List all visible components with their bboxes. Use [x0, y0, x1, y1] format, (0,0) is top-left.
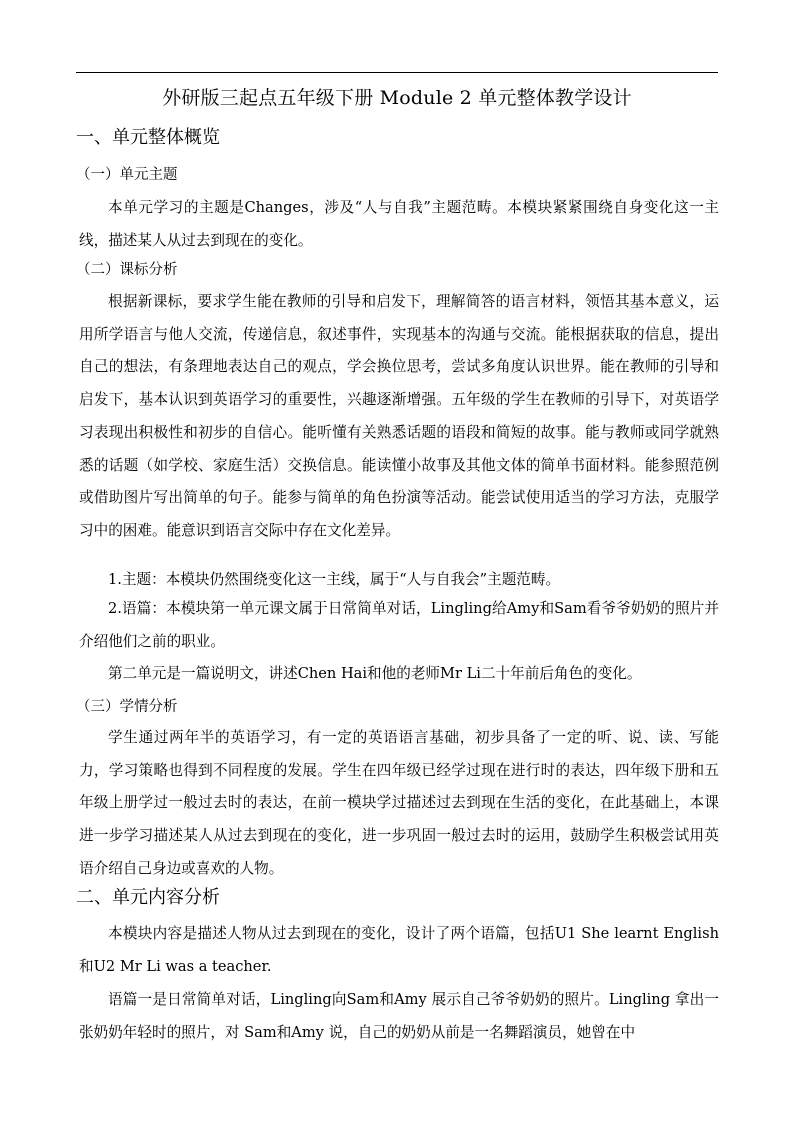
paragraph-curriculum: 根据新课标，要求学生能在教师的引导和启发下，理解简答的语言材料，领悟其基本意义，运用所学语言与他人交流，传递信息，叙述事件，实现基本的沟通与交流。能根据获取的信息，提出自己的想法，有条理地表达自己的观点，学会换位思考，尝试多角度认识世界。能在教师的引导和启发下，基本认识到英语学习的重要性，兴趣逐渐增强。五年级的学生在教师的引导下，对英语学习表现出积极性和初步的自信心。能听懂有关熟悉话题的语段和简短的故事。能与教师或同学就熟悉的话题（如学校、家庭生活）交换信息。能读懂小故事及其他文体的简单书面材料。能参照范例或借助图片写出简单的句子。能参与简单的角色扮演等活动。能尝试使用适当的学习方法，克服学习中的困难。能意识到语言交际中存在文化差异。 — [79, 293, 719, 539]
subsection-heading-theme: （一）单元主题 — [76, 167, 178, 183]
point-unit2: 第二单元是一篇说明文，讲述Chen Hai和他的老师Mr Li二十年前后角色的变化。 — [108, 665, 642, 682]
paragraph-theme: 本单元学习的主题是Changes，涉及“人与自我”主题范畴。本模块紧紧围绕自身变化这一主线，描述某人从过去到现在的变化。 — [79, 199, 719, 249]
point-texts: 2.语篇：本模块第一单元课文属于日常简单对话，Lingling给Amy和Sam看爷爷奶奶的照片并介绍他们之前的职业。 — [79, 600, 719, 650]
section-heading-overview: 一、单元整体概览 — [76, 127, 220, 148]
subsection-heading-learners: （三）学情分析 — [76, 699, 178, 715]
header-rule — [76, 72, 718, 73]
document-title: 外研版三起点五年级下册 Module 2 单元整体教学设计 — [162, 87, 632, 109]
subsection-heading-curriculum: （二）课标分析 — [76, 262, 178, 278]
paragraph-content-1: 本模块内容是描述人物从过去到现在的变化，设计了两个语篇，包括U1 She learnt English和U2 Mr Li was a teacher. — [79, 925, 719, 975]
section-heading-content: 二、单元内容分析 — [76, 887, 220, 908]
paragraph-content-2: 语篇一是日常简单对话，Lingling向Sam和Amy 展示自己爷爷奶奶的照片。Lingling 拿出一张奶奶年轻时的照片，对 Sam和Amy 说，自己的奶奶从前是一名舞蹈演员，她曾在中 — [79, 991, 719, 1041]
paragraph-learners: 学生通过两年半的英语学习，有一定的英语语言基础，初步具备了一定的听、说、读、写能力，学习策略也得到不同程度的发展。学生在四年级已经学过现在进行时的表达，四年级下册和五年级上册学过一般过去时的表达，在前一模块学过描述过去到现在生活的变化，在此基础上，本课进一步学习描述某人从过去到现在的变化，进一步巩固一般过去时的运用，鼓励学生积极尝试用英语介绍自己身边或喜欢的人物。 — [79, 729, 719, 877]
point-theme: 1.主题：本模块仍然围绕变化这一主线，属于“人与自我会”主题范畴。 — [108, 571, 561, 588]
